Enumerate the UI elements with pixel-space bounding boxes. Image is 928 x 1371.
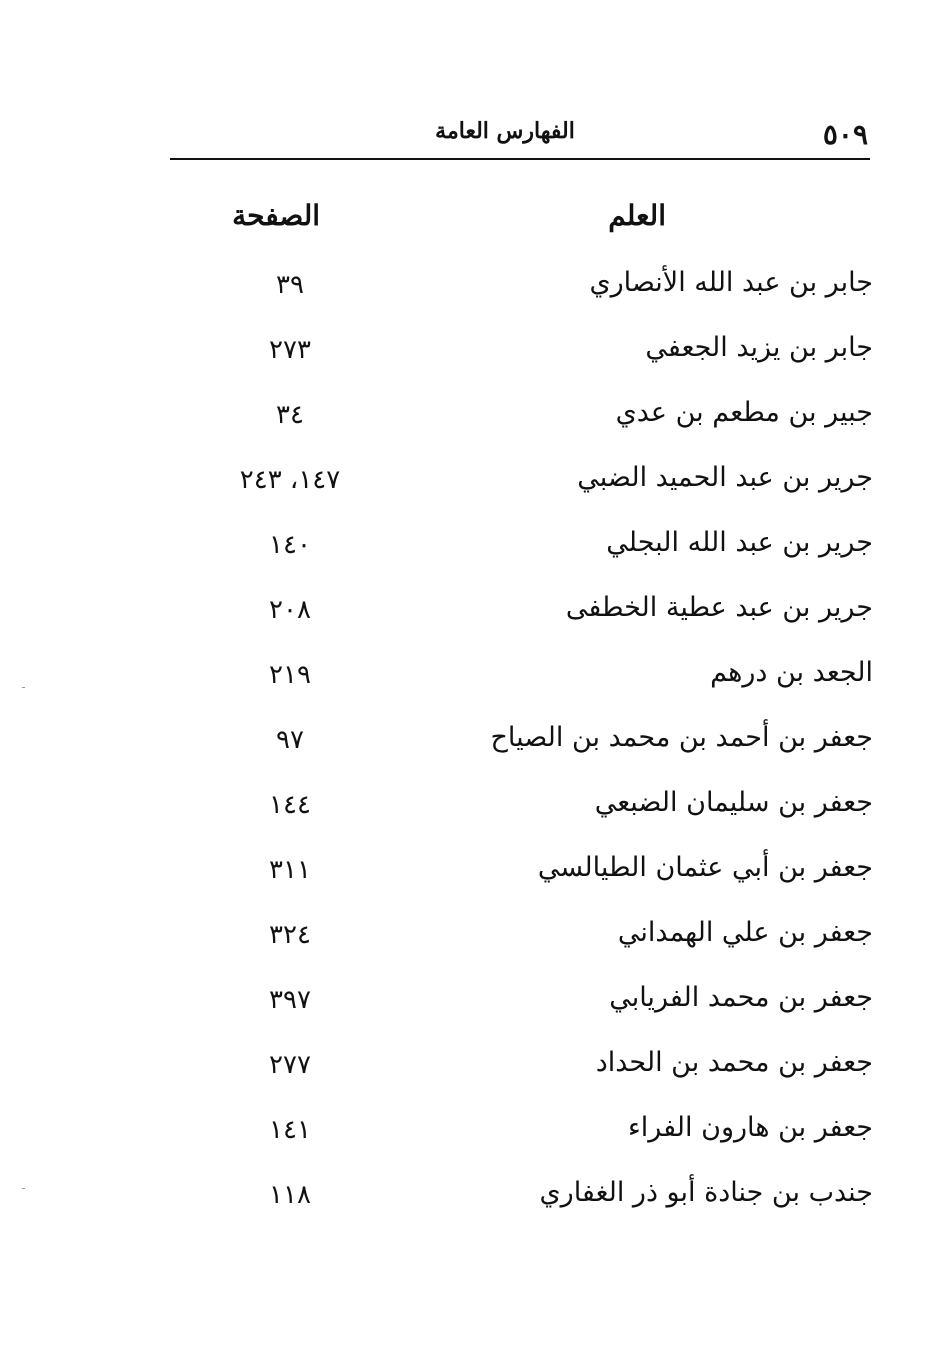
entry-pages: ١٤٧، ٢٤٣: [239, 465, 341, 495]
entry-pages: ٢٠٨: [269, 595, 311, 625]
entry-name: جعفر بن أبي عثمان الطيالسي: [537, 852, 873, 883]
entry-pages: ٣٢٤: [269, 920, 311, 950]
index-list: [0, 257, 928, 1232]
entry-name: الجعد بن درهم: [710, 657, 873, 688]
index-row: [0, 387, 928, 452]
index-row: [0, 712, 928, 777]
entry-name: جعفر بن محمد بن الحداد: [595, 1047, 873, 1078]
column-header-name: العلم: [608, 199, 666, 232]
page-number: ٥٠٩: [822, 118, 868, 151]
entry-name: جعفر بن أحمد بن محمد بن الصياح: [490, 722, 873, 753]
entry-pages: ٣١١: [269, 855, 311, 885]
index-row: [0, 907, 928, 972]
entry-pages: ١١٨: [269, 1180, 311, 1210]
index-row: [0, 452, 928, 517]
entry-name: جابر بن عبد الله الأنصاري: [589, 267, 873, 298]
entry-pages: ٣٤: [276, 400, 304, 430]
entry-name: جعفر بن هارون الفراء: [628, 1112, 873, 1143]
entry-name: جابر بن يزيد الجعفي: [645, 332, 873, 363]
entry-name: جرير بن عبد الله البجلي: [606, 527, 873, 558]
entry-pages: ٢٧٧: [269, 1050, 311, 1080]
index-row: [0, 582, 928, 647]
entry-pages: ٣٩: [276, 270, 304, 300]
index-row: [0, 1102, 928, 1167]
entry-pages: ١٤١: [269, 1115, 311, 1145]
entry-pages: ١٤٠: [269, 530, 311, 560]
entry-name: جعفر بن علي الهمداني: [617, 917, 873, 948]
entry-name: جندب بن جنادة أبو ذر الغفاري: [539, 1177, 873, 1208]
index-row: [0, 1167, 928, 1232]
index-row: [0, 1037, 928, 1102]
index-row: [0, 257, 928, 322]
entry-pages: ٩٧: [276, 725, 304, 755]
index-row: [0, 777, 928, 842]
entry-pages: ٣٩٧: [269, 985, 311, 1015]
entry-pages: ٢١٩: [269, 660, 311, 690]
index-row: [0, 517, 928, 582]
entry-name: جرير بن عبد الحميد الضبي: [577, 462, 873, 493]
index-row: [0, 972, 928, 1037]
index-row: [0, 647, 928, 712]
entry-pages: ١٤٤: [269, 790, 311, 820]
entry-pages: ٢٧٣: [269, 335, 311, 365]
entry-name: جعفر بن محمد الفريابي: [609, 982, 873, 1013]
page-header: [170, 112, 870, 160]
scan-margin-mark: [22, 1188, 25, 1189]
index-row: [0, 842, 928, 907]
running-title: الفهارس العامة: [435, 118, 575, 144]
entry-name: جبير بن مطعم بن عدي: [615, 397, 873, 428]
entry-name: جعفر بن سليمان الضبعي: [594, 787, 873, 818]
index-row: [0, 322, 928, 387]
column-header-page: الصفحة: [232, 199, 320, 232]
entry-name: جرير بن عبد عطية الخطفى: [565, 592, 873, 623]
scan-margin-mark: [22, 687, 25, 688]
